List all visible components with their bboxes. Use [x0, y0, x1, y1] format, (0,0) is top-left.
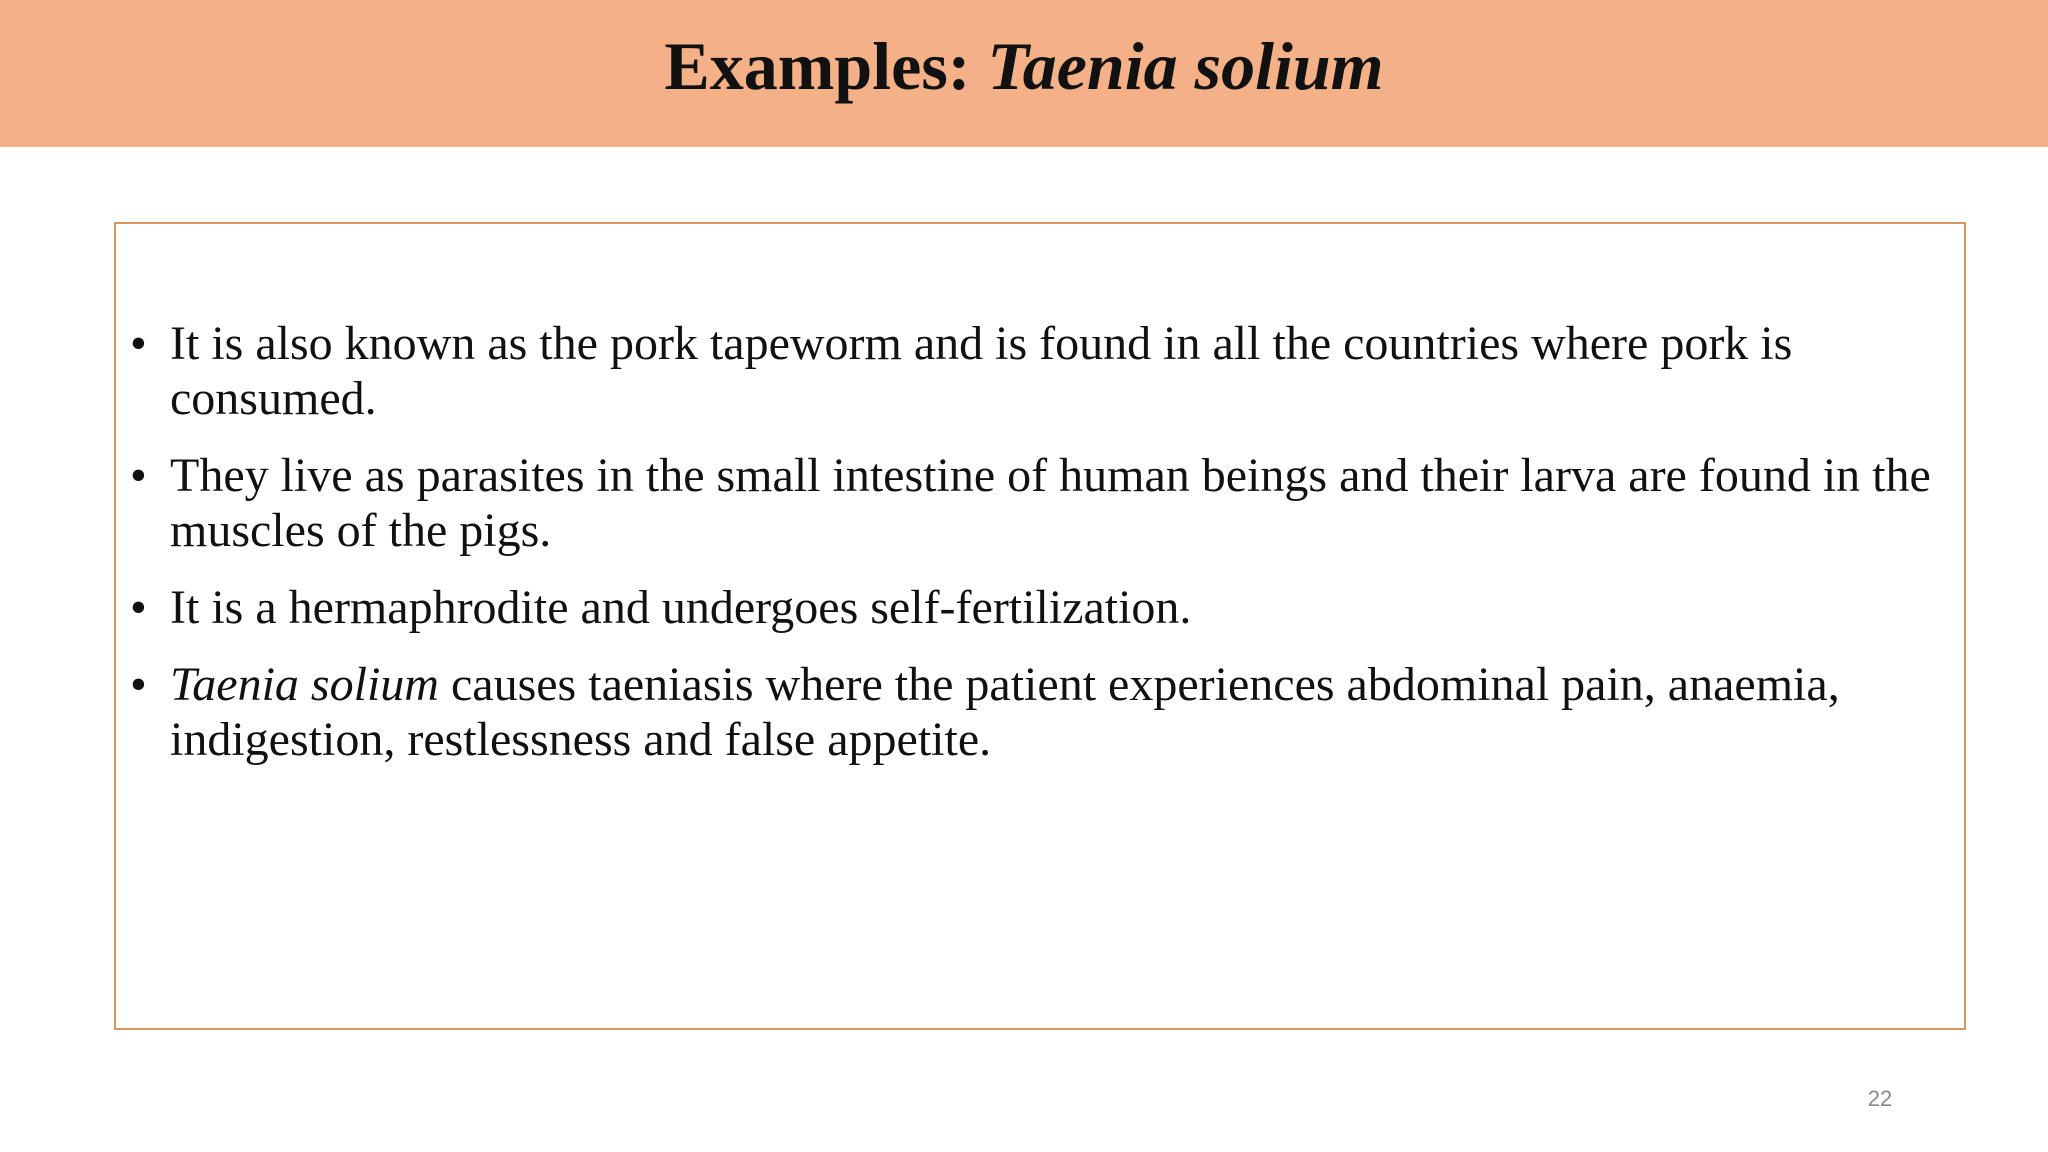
- bullet-text: They live as parasites in the small intestine of human beings and their larva are found in the muscles of the pigs.: [170, 449, 1931, 557]
- bullet-item: [130, 657, 1960, 767]
- bullet-item: [130, 316, 1960, 426]
- bullet-dot-icon: •: [130, 658, 147, 711]
- content-box: [114, 222, 1966, 1030]
- bullet-dot-icon: •: [130, 581, 147, 634]
- slide-title-prefix: Examples:: [664, 27, 988, 104]
- bullet-text: It is a hermaphrodite and undergoes self-fertilization.: [170, 581, 1192, 634]
- bullet-dot-icon: •: [130, 317, 147, 370]
- bullet-item: [130, 580, 1960, 635]
- bullet-list: [130, 316, 1960, 789]
- bullet-dot-icon: •: [130, 449, 147, 502]
- slide-title-italic: Taenia solium: [987, 27, 1384, 104]
- title-bar: [0, 0, 2048, 147]
- page-number: 22: [1867, 1086, 1893, 1111]
- bullet-text: It is also known as the pork tapeworm and is found in all the countries where pork is consumed.: [170, 317, 1793, 425]
- slide-title: [664, 27, 1384, 104]
- bullet-item: [130, 448, 1960, 558]
- bullet-text: causes taeniasis where the patient experiences abdominal pain, anaemia, indigestion, restlessness and false appetite.: [170, 658, 1840, 766]
- bullet-italic-lead: Taenia solium: [170, 658, 439, 711]
